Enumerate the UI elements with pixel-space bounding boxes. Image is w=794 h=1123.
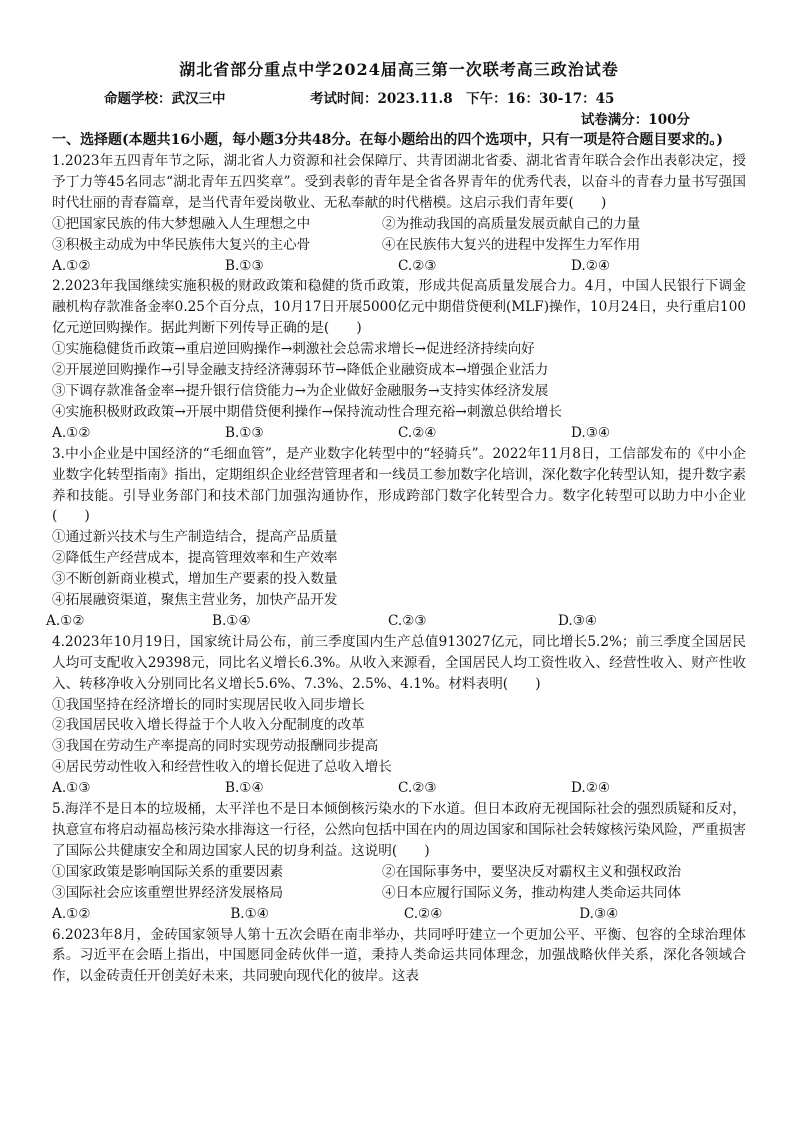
q4-option-4: ④居民劳动性收入和经营性收入的增长促进了总收入增长 xyxy=(52,759,392,776)
q3-answer-d: D.③④ xyxy=(558,612,598,629)
q4-option-2: ②我国居民收入增长得益于个人收入分配制度的改革 xyxy=(52,717,365,734)
question-3-answers xyxy=(46,611,746,632)
section-heading: 一、选择题(本题共16小题，每小题3分共48分。在每小题给出的四个选项中，只有一项是符合题目要求的。) xyxy=(52,132,723,148)
q4-answer-c: C.②③ xyxy=(398,780,437,797)
question-5-options-row2 xyxy=(52,883,746,904)
q5-answer-a: A.①② xyxy=(52,905,91,922)
q1-answer-b: B.①③ xyxy=(225,257,264,274)
q4-option-3: ③我国在劳动生产率提高的同时实现劳动报酬同步提高 xyxy=(52,738,379,755)
page-title: 湖北省部分重点中学2024届高三第一次联考高三政治试卷 xyxy=(179,60,619,79)
question-1-options-row1 xyxy=(52,214,746,235)
question-2-answers xyxy=(52,423,746,444)
q2-option-2: ②开展逆回购操作→引导金融支持经济薄弱环节→降低企业融资成本→增强企业活力 xyxy=(52,362,549,379)
q3-answer-a: A.①② xyxy=(46,612,85,629)
q3-option-2: ②降低生产经营成本，提高管理效率和生产效率 xyxy=(52,550,338,567)
question-1-answers xyxy=(52,256,746,277)
exam-meta xyxy=(52,88,746,110)
q5-option-1: ①国家政策是影响国际关系的重要因素 xyxy=(52,863,284,880)
question-3-stem: 3.中小企业是中国经济的“毛细血管”，是产业数字化转型中的“轻骑兵”。2022年11月8日，工信部发布的《中小企业数字化转型指南》指出，定期组织企业经营管理者和一线员工参加数字化培训，深化数字化转型认知，提升数字素养和技能。引导业务部门和技术部门加强沟通协作，形成跨部门数字化转型合力。数字化转型可以助力中小企业( ) xyxy=(52,445,746,525)
q1-option-4: ④在民族伟大复兴的进程中发挥生力军作用 xyxy=(382,236,641,253)
q5-answer-b: B.①④ xyxy=(230,905,269,922)
q2-option-4: ④实施积极财政政策→开展中期借贷便利操作→保持流动性合理充裕→刺激总供给增长 xyxy=(52,403,562,420)
q4-answer-d: D.②④ xyxy=(571,780,611,797)
q5-answer-d: D.③④ xyxy=(579,905,619,922)
question-5-stem: 5.海洋不是日本的垃圾桶，太平洋也不是日本倾倒核污染水的下水道。但日本政府无视国际社会的强烈质疑和反对，执意宣布将启动福岛核污染水排海这一行径，公然向包括中国在内的周边国家和国际社会转嫁核污染风险，严重损害了国际公共健康安全和周边国家人民的切身利益。这说明( ) xyxy=(52,801,746,859)
q1-answer-c: C.②③ xyxy=(398,257,437,274)
q2-answer-c: C.②④ xyxy=(398,424,437,441)
q5-answer-c: C.②④ xyxy=(403,905,443,922)
q4-answer-a: A.①③ xyxy=(52,780,91,797)
question-5-options-row1 xyxy=(52,862,746,883)
q2-answer-d: D.③④ xyxy=(571,424,611,441)
question-1-stem: 1.2023年五四青年节之际，湖北省人力资源和社会保障厅、共青团湖北省委、湖北省青年联合会作出表彰决定，授予丁力等45名同志“湖北青年五四奖章”。受到表彰的青年是全省各界青年的优秀代表，以奋斗的青春力量书写强国时代壮丽的青春篇章，是当代青年爱岗敬业、无私奉献的时代楷模。这启示我们青年要( ) xyxy=(52,153,746,211)
question-6-stem: 6.2023年8月，金砖国家领导人第十五次会晤在南非举办，共同呼吁建立一个更加公平、平衡、包容的全球治理体系。习近平在会晤上指出，中国愿同金砖伙伴一道，秉持人类命运共同体理念，加强战略伙伴关系，深化各领域合作，以金砖责任开创美好未来，共同驶向现代化的彼岸。这表 xyxy=(52,926,746,985)
q4-answer-b: B.①④ xyxy=(225,780,264,797)
q2-option-1: ①实施稳健货币政策→重启逆回购操作→刺激社会总需求增长→促进经济持续向好 xyxy=(52,341,535,358)
q1-answer-d: D.②④ xyxy=(571,257,611,274)
q1-option-1: ①把国家民族的伟大梦想融入人生理想之中 xyxy=(52,215,311,232)
school-label: 命题学校：武汉三中 xyxy=(104,91,226,107)
q3-option-3: ③不断创新商业模式，增加生产要素的投入数量 xyxy=(52,571,338,588)
q1-option-2: ②为推动我国的高质量发展贡献自己的力量 xyxy=(382,215,641,232)
question-4-stem: 4.2023年10月19日，国家统计局公布，前三季度国内生产总值913027亿元，同比增长5.2%；前三季度全国居民人均可支配收入29398元，同比名义增长6.3%。从收入来源看，全国居民人均工资性收入、经营性收入、财产性收入、转移净收入分别同比名义增长5.6%、7.3%、2.5%、4.1%。材料表明( ) xyxy=(52,633,746,692)
q3-answer-b: B.①④ xyxy=(212,612,251,629)
q1-option-3: ③积极主动成为中华民族伟大复兴的主心骨 xyxy=(52,236,311,253)
exam-time: 考试时间：2023.11.8 下午：16：30-17：45 xyxy=(310,91,615,107)
question-5-answers xyxy=(52,904,746,925)
q5-option-3: ③国际社会应该重塑世界经济发展格局 xyxy=(52,884,284,901)
question-1-options-row2 xyxy=(52,235,746,256)
question-2-stem: 2.2023年我国继续实施积极的财政政策和稳健的货币政策，形成共促高质量发展合力。4月，中国人民银行下调金融机构存款准备金率0.25个百分点，10月17日开展5000亿元中期借贷便利(MLF)操作，10月24日，央行重启100亿元逆回购操作。据此判断下列传导正确的是( ) xyxy=(52,278,746,337)
q5-option-4: ④日本应履行国际义务，推动构建人类命运共同体 xyxy=(382,884,682,901)
q4-option-1: ①我国坚持在经济增长的同时实现居民收入同步增长 xyxy=(52,696,365,713)
q3-option-1: ①通过新兴技术与生产制造结合，提高产品质量 xyxy=(52,529,338,546)
q1-answer-a: A.①② xyxy=(52,257,91,274)
question-4-answers xyxy=(52,778,746,799)
q2-option-3: ③下调存款准备金率→提升银行信贷能力→为企业做好金融服务→支持实体经济发展 xyxy=(52,382,549,399)
q2-answer-a: A.①② xyxy=(52,424,91,441)
full-score: 试卷满分：100分 xyxy=(580,112,690,128)
q3-option-4: ④拓展融资渠道，聚焦主营业务，加快产品开发 xyxy=(52,592,338,609)
q3-answer-c: C.②③ xyxy=(388,612,427,629)
q5-option-2: ②在国际事务中，要坚决反对霸权主义和强权政治 xyxy=(382,863,682,880)
q2-answer-b: B.①③ xyxy=(225,424,264,441)
